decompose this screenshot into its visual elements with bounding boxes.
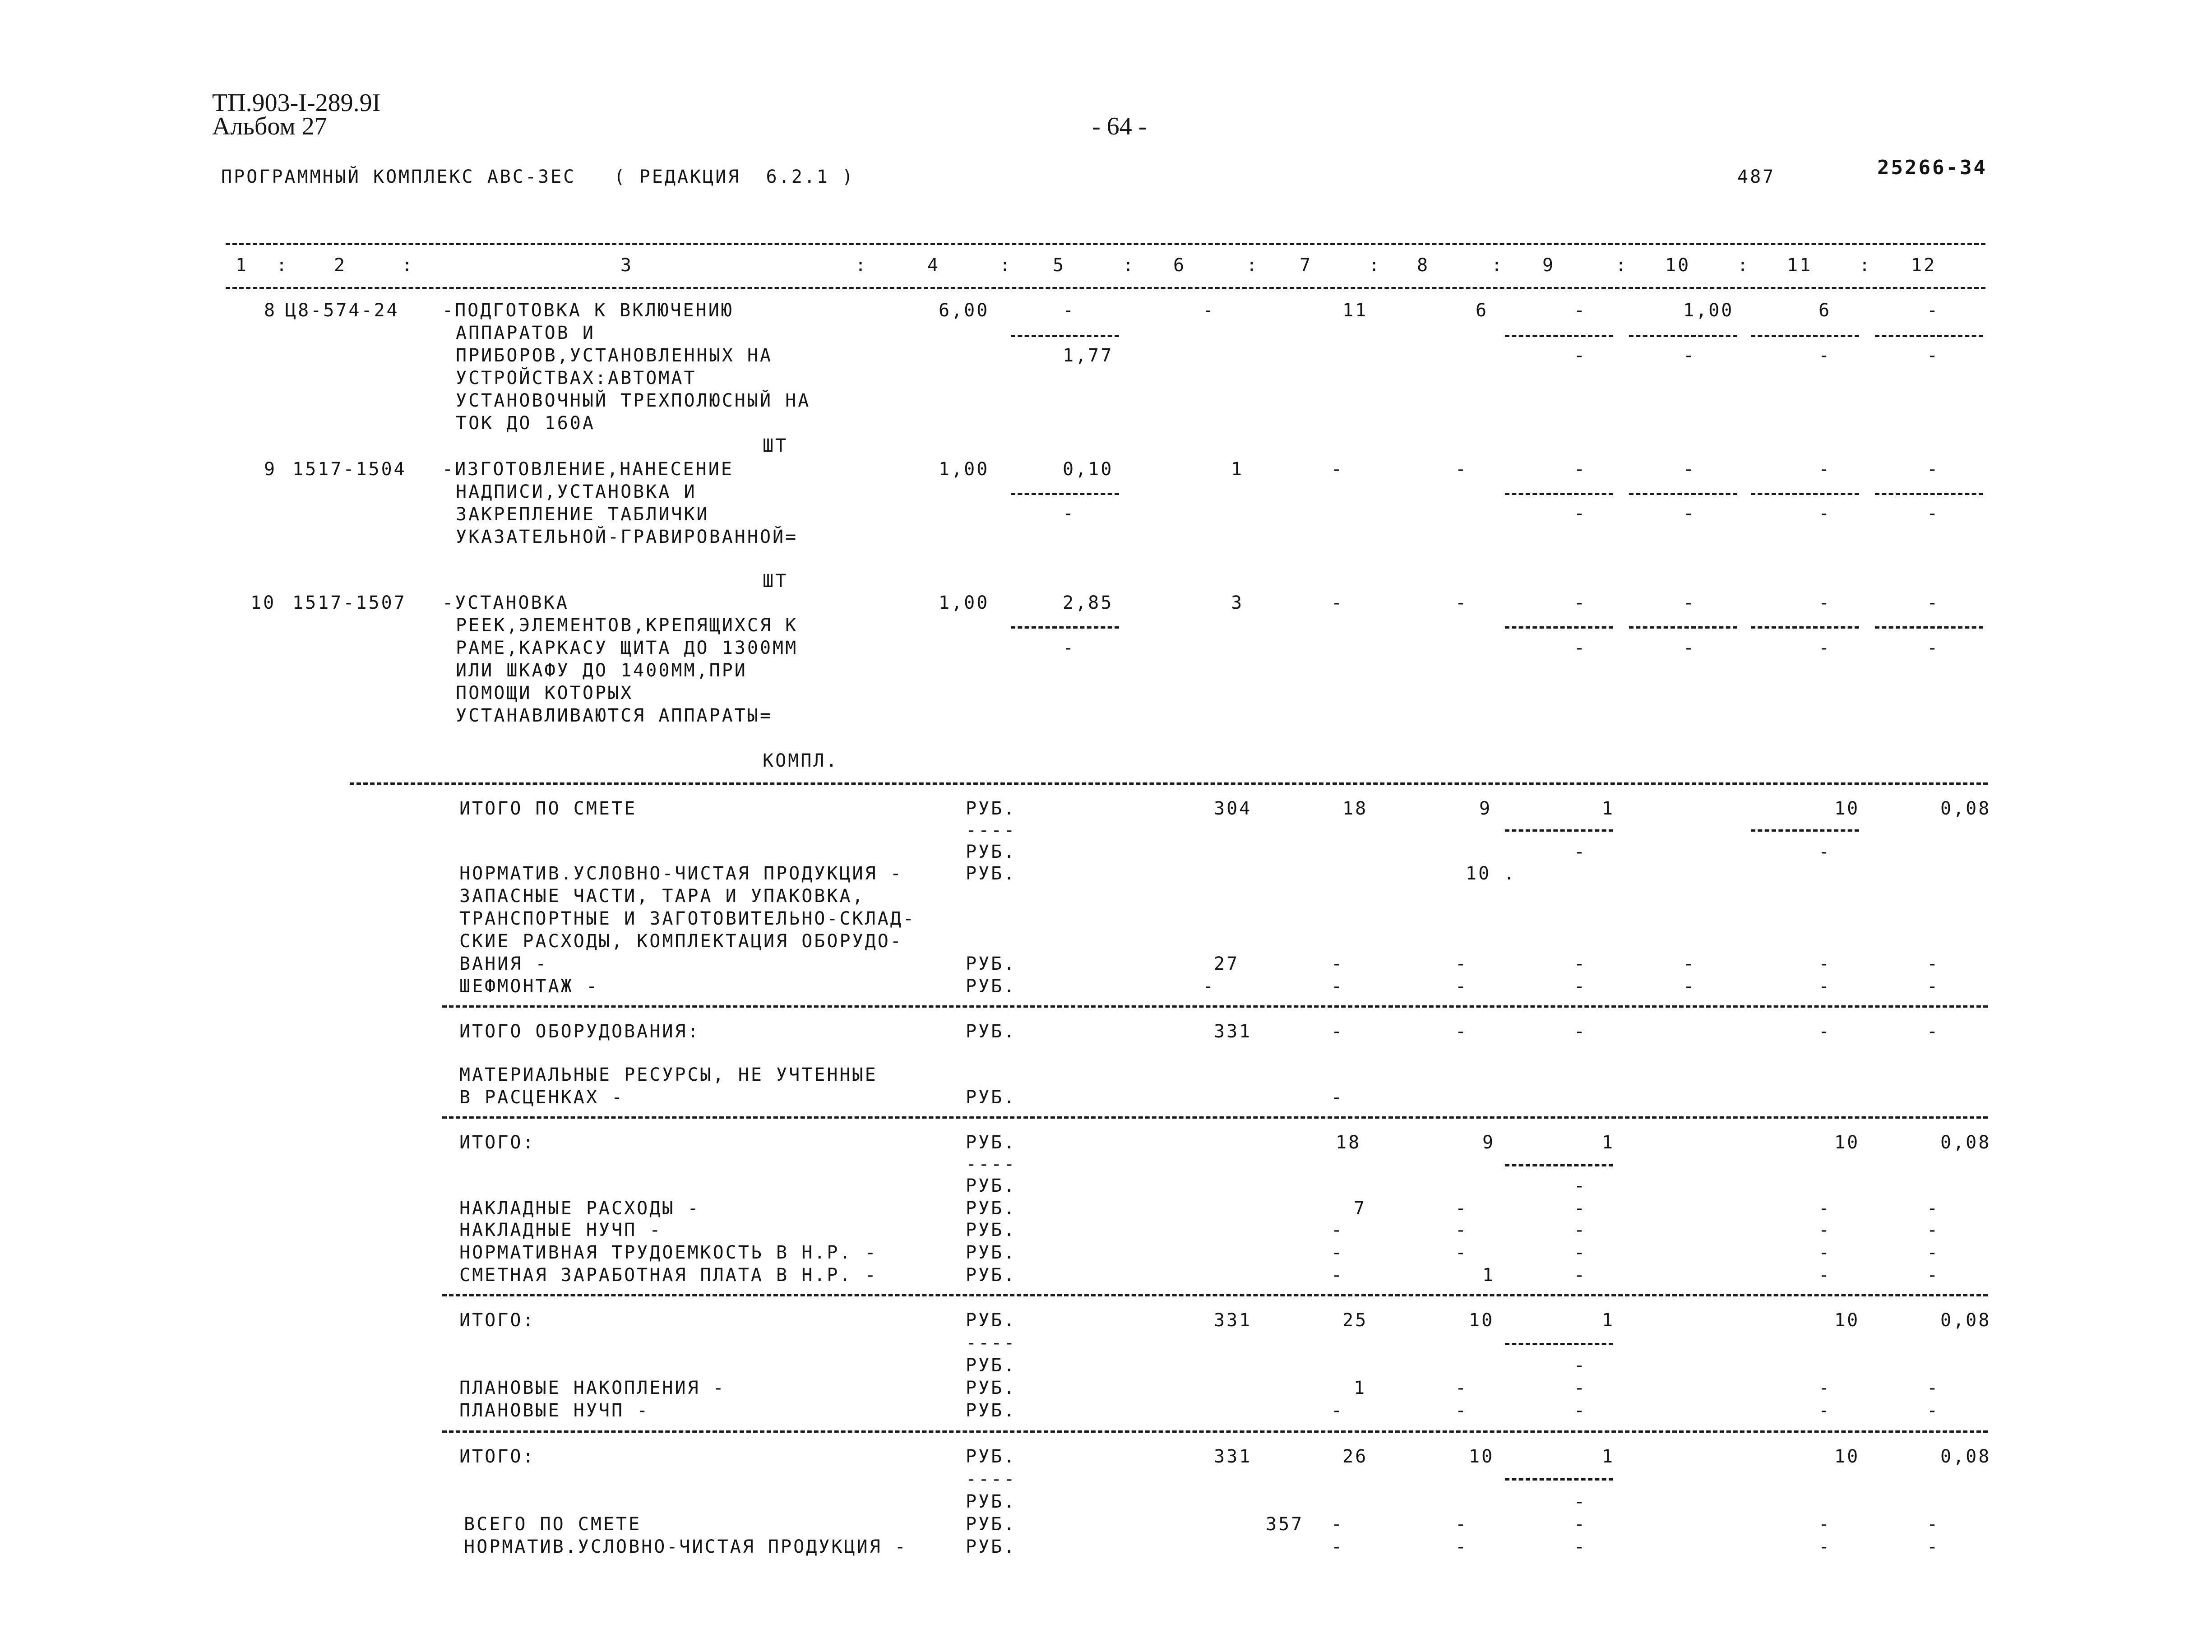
row-desc-line: РЕЕК,ЭЛЕМЕНТОВ,КРЕПЯЩИХСЯ К bbox=[456, 615, 798, 636]
cell-dash: - bbox=[1455, 953, 1468, 974]
cell-c11: - bbox=[1819, 459, 1832, 480]
cell-dash: - bbox=[1819, 1198, 1832, 1219]
cell-dash: - bbox=[1455, 1514, 1468, 1535]
row-desc-line: ПРИБОРОВ,УСТАНОВЛЕННЫХ НА bbox=[456, 345, 773, 366]
archive-number: 25266-34 bbox=[1877, 156, 1987, 179]
cell-dash: - bbox=[1455, 1378, 1468, 1398]
cell-c8: 10 . bbox=[1466, 863, 1517, 884]
row-unit: ШТ bbox=[763, 571, 788, 592]
cell-c7: - bbox=[1331, 1087, 1344, 1108]
cell-rule bbox=[1751, 626, 1859, 629]
summary-label: ЗАПАСНЫЕ ЧАСТИ, ТАРА И УПАКОВКА, bbox=[459, 886, 865, 907]
cell-rule bbox=[1505, 493, 1613, 495]
program-line: ПРОГРАММНЫЙ КОМПЛЕКС АВС-3ЕС ( РЕДАКЦИЯ 6.2.1 ) bbox=[221, 167, 855, 187]
cell-dash: - bbox=[1927, 1378, 1940, 1398]
cell-c5-bottom: - bbox=[1063, 638, 1076, 658]
cell-c12: - bbox=[1927, 459, 1940, 480]
summary-unit: РУБ. bbox=[966, 1242, 1017, 1263]
cell-c8: 1 bbox=[1482, 1265, 1495, 1286]
cell-sub: - bbox=[1927, 638, 1940, 658]
cell-dash: - bbox=[1819, 1536, 1832, 1557]
cell-sub: - bbox=[1683, 638, 1696, 658]
cell-sub: - bbox=[1819, 345, 1832, 366]
cell-dash: - bbox=[1331, 1514, 1344, 1535]
row-desc-line: УСТАНАВЛИВАЮТСЯ АППАРАТЫ= bbox=[456, 705, 773, 726]
cell-c12: 0,08 bbox=[1940, 1310, 1991, 1331]
cell-c6: 331 bbox=[1214, 1021, 1252, 1042]
summary-label: ТРАНСПОРТНЫЕ И ЗАГОТОВИТЕЛЬНО-СКЛАД- bbox=[459, 908, 916, 929]
cell-c9: 1 bbox=[1602, 1446, 1615, 1467]
col-separator: : bbox=[1369, 255, 1382, 276]
cell-dash: - bbox=[1455, 1220, 1468, 1240]
cell-dash: - bbox=[1927, 1242, 1940, 1263]
summary-unit: РУБ. bbox=[966, 1198, 1017, 1219]
cell-rule bbox=[1875, 335, 1983, 337]
cell-rule bbox=[1505, 335, 1613, 337]
cell-rule bbox=[1011, 493, 1119, 495]
summary-label: ПЛАНОВЫЕ НУЧП - bbox=[459, 1400, 650, 1421]
cell-c11: 10 bbox=[1834, 1132, 1860, 1153]
cell-c5-top: - bbox=[1063, 300, 1076, 321]
cell-c9: - bbox=[1574, 459, 1587, 480]
cell-sub: - bbox=[1574, 1355, 1587, 1376]
cell-rule bbox=[1505, 1343, 1613, 1345]
summary-unit: РУБ. bbox=[966, 863, 1017, 884]
cell-dash: - bbox=[1683, 953, 1696, 974]
cell-rule bbox=[1751, 493, 1859, 495]
cell-c5-bottom: - bbox=[1063, 503, 1076, 524]
cell-dash: - bbox=[1574, 1220, 1587, 1240]
cell-dash: - bbox=[1455, 1400, 1468, 1421]
summary-label: ПЛАНОВЫЕ НАКОПЛЕНИЯ - bbox=[459, 1378, 726, 1398]
row-desc-line: УКАЗАТЕЛЬНОЙ-ГРАВИРОВАННОЙ= bbox=[456, 527, 798, 547]
cell-dash: - bbox=[1574, 1378, 1587, 1398]
row-desc-line: ИЛИ ШКАФУ ДО 1400ММ,ПРИ bbox=[456, 660, 747, 681]
cell-c9: 1 bbox=[1602, 1132, 1615, 1153]
cell-rule bbox=[1875, 493, 1983, 495]
cell-dash: - bbox=[1331, 1536, 1344, 1557]
cell-c6: 3 bbox=[1231, 592, 1244, 613]
cell-dash: - bbox=[1927, 1220, 1940, 1240]
cell-c10: 1,00 bbox=[1683, 300, 1734, 321]
doc-code: ТП.903-I-289.9I bbox=[212, 89, 381, 117]
cell-c12: 0,08 bbox=[1940, 798, 1991, 819]
col-separator: : bbox=[1859, 255, 1872, 276]
summary-unit: РУБ. bbox=[966, 953, 1017, 974]
col-header: 9 bbox=[1542, 255, 1555, 276]
cell-dash: - bbox=[1574, 1514, 1587, 1535]
cell-rule bbox=[1629, 626, 1737, 629]
cell-c5-top: 2,85 bbox=[1063, 592, 1114, 613]
summary-unit: РУБ. bbox=[966, 1446, 1017, 1467]
cell-sub: - bbox=[1574, 638, 1587, 658]
cell-dash: - bbox=[1927, 1514, 1940, 1535]
col-header: 1 bbox=[236, 255, 249, 276]
cell-c7: 7 bbox=[1354, 1198, 1367, 1219]
cell-rule bbox=[1629, 335, 1737, 337]
summary-unit: РУБ. bbox=[966, 1491, 1017, 1512]
rule-header-bottom bbox=[226, 287, 1985, 289]
summary-label: ИТОГО ОБОРУДОВАНИЯ: bbox=[459, 1021, 700, 1042]
rule-summary bbox=[442, 1430, 1988, 1433]
summary-label: НОРМАТИВ.УСЛОВНО-ЧИСТАЯ ПРОДУКЦИЯ - bbox=[464, 1536, 907, 1557]
cell-dash: - bbox=[1819, 976, 1832, 997]
row-desc-line: -УСТАНОВКА bbox=[442, 592, 569, 613]
cell-c11: 10 bbox=[1834, 1446, 1860, 1467]
cell-dash: - bbox=[1927, 1400, 1940, 1421]
cell-dash: - bbox=[1331, 1220, 1344, 1240]
rule-summary bbox=[442, 1005, 1988, 1008]
cell-c11: 6 bbox=[1819, 300, 1832, 321]
cell-dash: - bbox=[1574, 1242, 1587, 1263]
cell-c7: - bbox=[1331, 459, 1344, 480]
col-separator: : bbox=[276, 255, 289, 276]
cell-c11: - bbox=[1819, 592, 1832, 613]
row-desc-line: ЗАКРЕПЛЕНИЕ ТАБЛИЧКИ bbox=[456, 504, 709, 525]
col-header: 8 bbox=[1417, 255, 1430, 276]
summary-label: ВСЕГО ПО СМЕТЕ bbox=[464, 1514, 642, 1535]
summary-unit: РУБ. bbox=[966, 976, 1017, 997]
album-label: Альбом 27 bbox=[212, 112, 327, 140]
cell-dash: - bbox=[1574, 1198, 1587, 1219]
cell-sub: - bbox=[1927, 345, 1940, 366]
cell-c6: 1 bbox=[1231, 459, 1244, 480]
cell-dash: - bbox=[1574, 1536, 1587, 1557]
cell-c12: 0,08 bbox=[1940, 1132, 1991, 1153]
row-desc-line: ТОК ДО 160А bbox=[456, 413, 595, 434]
cell-dash: - bbox=[1455, 1242, 1468, 1263]
cell-dash: - bbox=[1819, 1265, 1832, 1286]
cell-c5-top: 0,10 bbox=[1063, 459, 1114, 480]
cell-dash: - bbox=[1927, 1265, 1940, 1286]
summary-unit-dashes: ---- bbox=[966, 1333, 1017, 1353]
cell-dash: - bbox=[1819, 953, 1832, 974]
cell-dash: - bbox=[1455, 1536, 1468, 1557]
cell-c7: - bbox=[1331, 592, 1344, 613]
row-desc-line: ПОМОЩИ КОТОРЫХ bbox=[456, 683, 634, 703]
cell-c6: - bbox=[1203, 976, 1216, 997]
cell-rule bbox=[1751, 829, 1859, 832]
col-header: 12 bbox=[1911, 255, 1937, 276]
col-separator: : bbox=[1737, 255, 1750, 276]
cell-rule bbox=[1505, 1478, 1613, 1481]
cell-dash: - bbox=[1683, 976, 1696, 997]
col-header: 3 bbox=[620, 255, 634, 276]
cell-c6: 331 bbox=[1214, 1310, 1252, 1331]
cell-dash: - bbox=[1574, 1021, 1587, 1042]
cell-c10: - bbox=[1683, 592, 1696, 613]
summary-unit: РУБ. bbox=[966, 1265, 1017, 1286]
cell-dash: - bbox=[1927, 1021, 1940, 1042]
cell-dash: - bbox=[1819, 1242, 1832, 1263]
cell-c4: 1,00 bbox=[939, 592, 990, 613]
cell-c6: - bbox=[1203, 300, 1216, 321]
col-separator: : bbox=[1615, 255, 1629, 276]
row-number: 8 bbox=[264, 300, 277, 321]
row-code: 1517-1507 bbox=[292, 592, 407, 613]
summary-label: МАТЕРИАЛЬНЫЕ РЕСУРСЫ, НЕ УЧТЕННЫЕ bbox=[459, 1064, 878, 1085]
col-separator: : bbox=[1491, 255, 1504, 276]
cell-rule bbox=[1875, 626, 1983, 629]
row-desc-line: -ИЗГОТОВЛЕНИЕ,НАНЕСЕНИЕ bbox=[442, 459, 734, 480]
cell-sub: - bbox=[1819, 638, 1832, 658]
cell-sub: - bbox=[1574, 842, 1587, 862]
cell-rule bbox=[1505, 829, 1613, 832]
summary-label: ИТОГО ПО СМЕТЕ bbox=[459, 798, 637, 819]
cell-rule bbox=[1011, 335, 1119, 337]
rule-top bbox=[226, 243, 1985, 245]
cell-dash: - bbox=[1819, 1021, 1832, 1042]
summary-label: ШЕФМОНТАЖ - bbox=[459, 976, 599, 997]
cell-dash: - bbox=[1455, 1021, 1468, 1042]
col-separator: : bbox=[855, 255, 868, 276]
col-separator: : bbox=[1123, 255, 1136, 276]
col-header: 2 bbox=[334, 255, 347, 276]
cell-c8: 10 bbox=[1469, 1310, 1495, 1331]
cell-sub: - bbox=[1819, 842, 1832, 862]
summary-unit-dashes: ---- bbox=[966, 1469, 1017, 1490]
cell-c11: 10 bbox=[1834, 798, 1860, 819]
cell-dash: - bbox=[1574, 1400, 1587, 1421]
cell-sub: - bbox=[1574, 503, 1587, 524]
cell-c4: 6,00 bbox=[939, 300, 990, 321]
col-header: 11 bbox=[1787, 255, 1813, 276]
cell-rule bbox=[1505, 1164, 1613, 1166]
row-number: 10 bbox=[250, 592, 276, 613]
summary-unit: РУБ. bbox=[966, 1310, 1017, 1331]
col-separator: : bbox=[1000, 255, 1013, 276]
cell-dash: - bbox=[1331, 953, 1344, 974]
summary-unit: РУБ. bbox=[966, 1087, 1017, 1108]
cell-c4: 1,00 bbox=[939, 459, 990, 480]
summary-label: ИТОГО: bbox=[459, 1446, 536, 1467]
summary-unit: РУБ. bbox=[966, 1536, 1017, 1557]
summary-unit: РУБ. bbox=[966, 1021, 1017, 1042]
summary-label: СКИЕ РАСХОДЫ, КОМПЛЕКТАЦИЯ ОБОРУДО- bbox=[459, 931, 903, 952]
cell-c9: - bbox=[1574, 300, 1587, 321]
cell-c8: 6 bbox=[1476, 300, 1489, 321]
cell-sub: - bbox=[1574, 1175, 1587, 1196]
cell-dash: - bbox=[1819, 1400, 1832, 1421]
cell-dash: - bbox=[1819, 1378, 1832, 1398]
cell-c8: 10 bbox=[1469, 1446, 1495, 1467]
cell-rule bbox=[1505, 626, 1613, 629]
col-separator: : bbox=[402, 255, 415, 276]
cell-dash: - bbox=[1455, 976, 1468, 997]
cell-c7: 11 bbox=[1342, 300, 1368, 321]
summary-label: НОРМАТИВНАЯ ТРУДОЕМКОСТЬ В Н.Р. - bbox=[459, 1242, 878, 1263]
row-desc-line: УСТАНОВОЧНЫЙ ТРЕХПОЛЮСНЫЙ НА bbox=[456, 390, 811, 411]
col-header: 7 bbox=[1300, 255, 1313, 276]
cell-sub: - bbox=[1683, 503, 1696, 524]
cell-sub: - bbox=[1819, 503, 1832, 524]
col-header: 6 bbox=[1173, 255, 1186, 276]
row-code: Ц8-574-24 bbox=[285, 300, 399, 321]
row-desc-line: УСТРОЙСТВАХ:АВТОМАТ bbox=[456, 368, 697, 389]
row-desc-line: РАМЕ,КАРКАСУ ЩИТА ДО 1300ММ bbox=[456, 638, 798, 658]
cell-sub: - bbox=[1927, 503, 1940, 524]
cell-dash: - bbox=[1927, 953, 1940, 974]
cell-c11: 10 bbox=[1834, 1310, 1860, 1331]
summary-unit: РУБ. bbox=[966, 1514, 1017, 1535]
cell-dash: - bbox=[1819, 1514, 1832, 1535]
summary-unit: РУБ. bbox=[966, 1175, 1017, 1196]
row-desc-line: АППАРАТОВ И bbox=[456, 323, 595, 343]
rule-summary bbox=[442, 1116, 1988, 1119]
cell-c7: 18 bbox=[1336, 1132, 1361, 1153]
summary-label: НАКЛАДНЫЕ РАСХОДЫ - bbox=[459, 1198, 700, 1219]
summary-unit: РУБ. bbox=[966, 842, 1017, 862]
cell-c9: 1 bbox=[1602, 1310, 1615, 1331]
cell-c6: 331 bbox=[1214, 1446, 1252, 1467]
cell-c6: 304 bbox=[1214, 798, 1252, 819]
row-desc-line: НАДПИСИ,УСТАНОВКА И bbox=[456, 481, 697, 502]
summary-unit-dashes: ---- bbox=[966, 820, 1017, 841]
col-header: 5 bbox=[1053, 255, 1066, 276]
summary-unit: РУБ. bbox=[966, 1220, 1017, 1240]
cell-dash: - bbox=[1574, 976, 1587, 997]
cell-c8: 9 bbox=[1482, 1132, 1495, 1153]
page-number: - 64 - bbox=[1092, 112, 1147, 140]
cell-c6: 27 bbox=[1214, 953, 1240, 974]
cell-dash: - bbox=[1331, 1021, 1344, 1042]
cell-c8: 9 bbox=[1479, 798, 1492, 819]
summary-unit: РУБ. bbox=[966, 798, 1017, 819]
cell-sub: - bbox=[1574, 1491, 1587, 1512]
summary-label: ИТОГО: bbox=[459, 1310, 536, 1331]
cell-dash: - bbox=[1331, 1242, 1344, 1263]
cell-dash: - bbox=[1331, 1265, 1344, 1286]
summary-label: ВАНИЯ - bbox=[459, 953, 548, 974]
cell-c7: 1 bbox=[1354, 1378, 1367, 1398]
cell-dash: - bbox=[1574, 953, 1587, 974]
cell-c5-bottom: 1,77 bbox=[1063, 345, 1114, 366]
summary-unit: РУБ. bbox=[966, 1355, 1017, 1376]
cell-c7: 18 bbox=[1342, 798, 1368, 819]
cell-sub: - bbox=[1574, 345, 1587, 366]
cell-dash: - bbox=[1331, 1400, 1344, 1421]
col-header: 4 bbox=[927, 255, 940, 276]
cell-c8: - bbox=[1455, 592, 1468, 613]
cell-c12: - bbox=[1927, 592, 1940, 613]
cell-c9: - bbox=[1574, 592, 1587, 613]
cell-c9: 1 bbox=[1602, 798, 1615, 819]
col-header: 10 bbox=[1665, 255, 1691, 276]
summary-unit: РУБ. bbox=[966, 1378, 1017, 1398]
summary-unit-dashes: ---- bbox=[966, 1154, 1017, 1175]
sheet-number: 487 bbox=[1737, 167, 1776, 187]
rule-summary bbox=[350, 782, 1988, 785]
cell-c8: - bbox=[1455, 459, 1468, 480]
summary-unit: РУБ. bbox=[966, 1400, 1017, 1421]
cell-dash: - bbox=[1574, 1265, 1587, 1286]
cell-dash: - bbox=[1927, 1536, 1940, 1557]
cell-rule bbox=[1751, 335, 1859, 337]
summary-label: ИТОГО: bbox=[459, 1132, 536, 1153]
summary-label: СМЕТНАЯ ЗАРАБОТНАЯ ПЛАТА В Н.Р. - bbox=[459, 1265, 878, 1286]
cell-c7: 26 bbox=[1342, 1446, 1368, 1467]
cell-dash: - bbox=[1819, 1220, 1832, 1240]
summary-label: НОРМАТИВ.УСЛОВНО-ЧИСТАЯ ПРОДУКЦИЯ - bbox=[459, 863, 903, 884]
row-unit: ШТ bbox=[763, 435, 788, 456]
cell-c6: 357 bbox=[1266, 1514, 1304, 1535]
row-unit: КОМПЛ. bbox=[763, 750, 839, 771]
summary-label: НАКЛАДНЫЕ НУЧП - bbox=[459, 1220, 662, 1240]
cell-c10: - bbox=[1683, 459, 1696, 480]
summary-unit: РУБ. bbox=[966, 1132, 1017, 1153]
row-code: 1517-1504 bbox=[292, 459, 407, 480]
cell-c12: 0,08 bbox=[1940, 1446, 1991, 1467]
col-separator: : bbox=[1246, 255, 1259, 276]
summary-label: В РАСЦЕНКАХ - bbox=[459, 1087, 625, 1108]
cell-dash: - bbox=[1331, 976, 1344, 997]
row-number: 9 bbox=[264, 459, 277, 480]
cell-c7: 25 bbox=[1342, 1310, 1368, 1331]
cell-dash: - bbox=[1455, 1198, 1468, 1219]
cell-sub: - bbox=[1683, 345, 1696, 366]
cell-rule bbox=[1629, 493, 1737, 495]
cell-dash: - bbox=[1927, 1198, 1940, 1219]
cell-rule bbox=[1011, 626, 1119, 629]
row-desc-line: -ПОДГОТОВКА К ВКЛЮЧЕНИЮ bbox=[442, 300, 734, 321]
cell-c12: - bbox=[1927, 300, 1940, 321]
cell-dash: - bbox=[1927, 976, 1940, 997]
rule-summary bbox=[442, 1294, 1988, 1296]
